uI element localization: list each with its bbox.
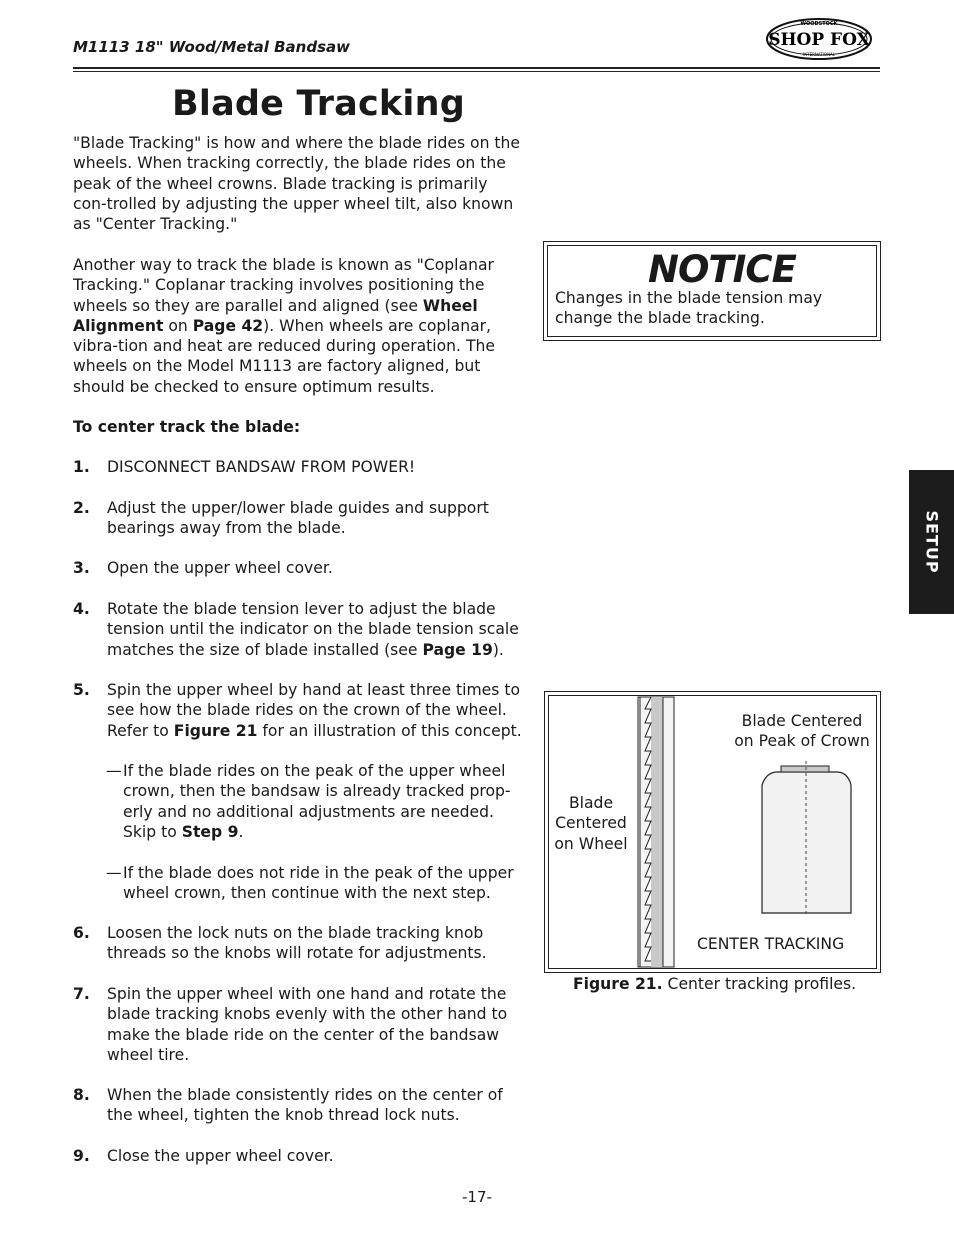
intro-paragraph-1: "Blade Tracking" is how and where the blade rides on the wheels. When tracking correctly, the blade rides on the peak of the wheel crowns. Blade tracking is primarily con-trolled by adjusting the upper wheel tilt, also known as "Center Tracking."	[73, 134, 521, 234]
page-42-ref: Page 42	[192, 316, 264, 335]
figure-caption: Figure 21. Center tracking profiles.	[573, 975, 857, 993]
notice-title: NOTICE	[648, 248, 796, 291]
svg-text:INTERNATIONAL: INTERNATIONAL	[802, 52, 836, 57]
svg-text:SHOP FOX: SHOP FOX	[768, 30, 870, 50]
label-blade-centered-on-peak: Blade Centered on Peak of Crown	[734, 712, 870, 751]
procedure-heading: To center track the blade:	[73, 418, 301, 436]
page-number: -17-	[462, 1188, 492, 1206]
wheel-alignment-ref: Wheel Alignment	[73, 296, 478, 335]
step-9-ref: Step 9	[181, 822, 239, 841]
notice-text: Changes in the blade tension may change the blade tracking.	[555, 289, 823, 328]
figure-21-ref: Figure 21	[173, 721, 258, 740]
label-blade-centered-on-wheel: Blade Centered on Wheel	[554, 794, 628, 853]
page-title: Blade Tracking	[172, 84, 465, 124]
header-rule	[73, 67, 880, 69]
shop-fox-logo	[765, 16, 873, 66]
svg-text:WOODSTOCK: WOODSTOCK	[800, 21, 838, 27]
intro-paragraph-2: Another way to track the blade is known as "Coplanar Tracking." Coplanar tracking involves positioning the wheels so they are parallel and aligned (see Wheel Alignment on Page 42). When wheels are coplanar, vibra-tion and heat are reduced during operation. The wheels on the Model M1113 are factory aligned, but should be checked to ensure optimum results.	[73, 256, 495, 396]
header-rule-thin	[73, 71, 880, 72]
manual-title: M1113 18" Wood/Metal Bandsaw	[73, 38, 350, 56]
label-center-tracking: CENTER TRACKING	[697, 935, 845, 953]
section-tab-setup: SETUP	[909, 470, 954, 614]
page-19-ref: Page 19	[422, 640, 493, 659]
